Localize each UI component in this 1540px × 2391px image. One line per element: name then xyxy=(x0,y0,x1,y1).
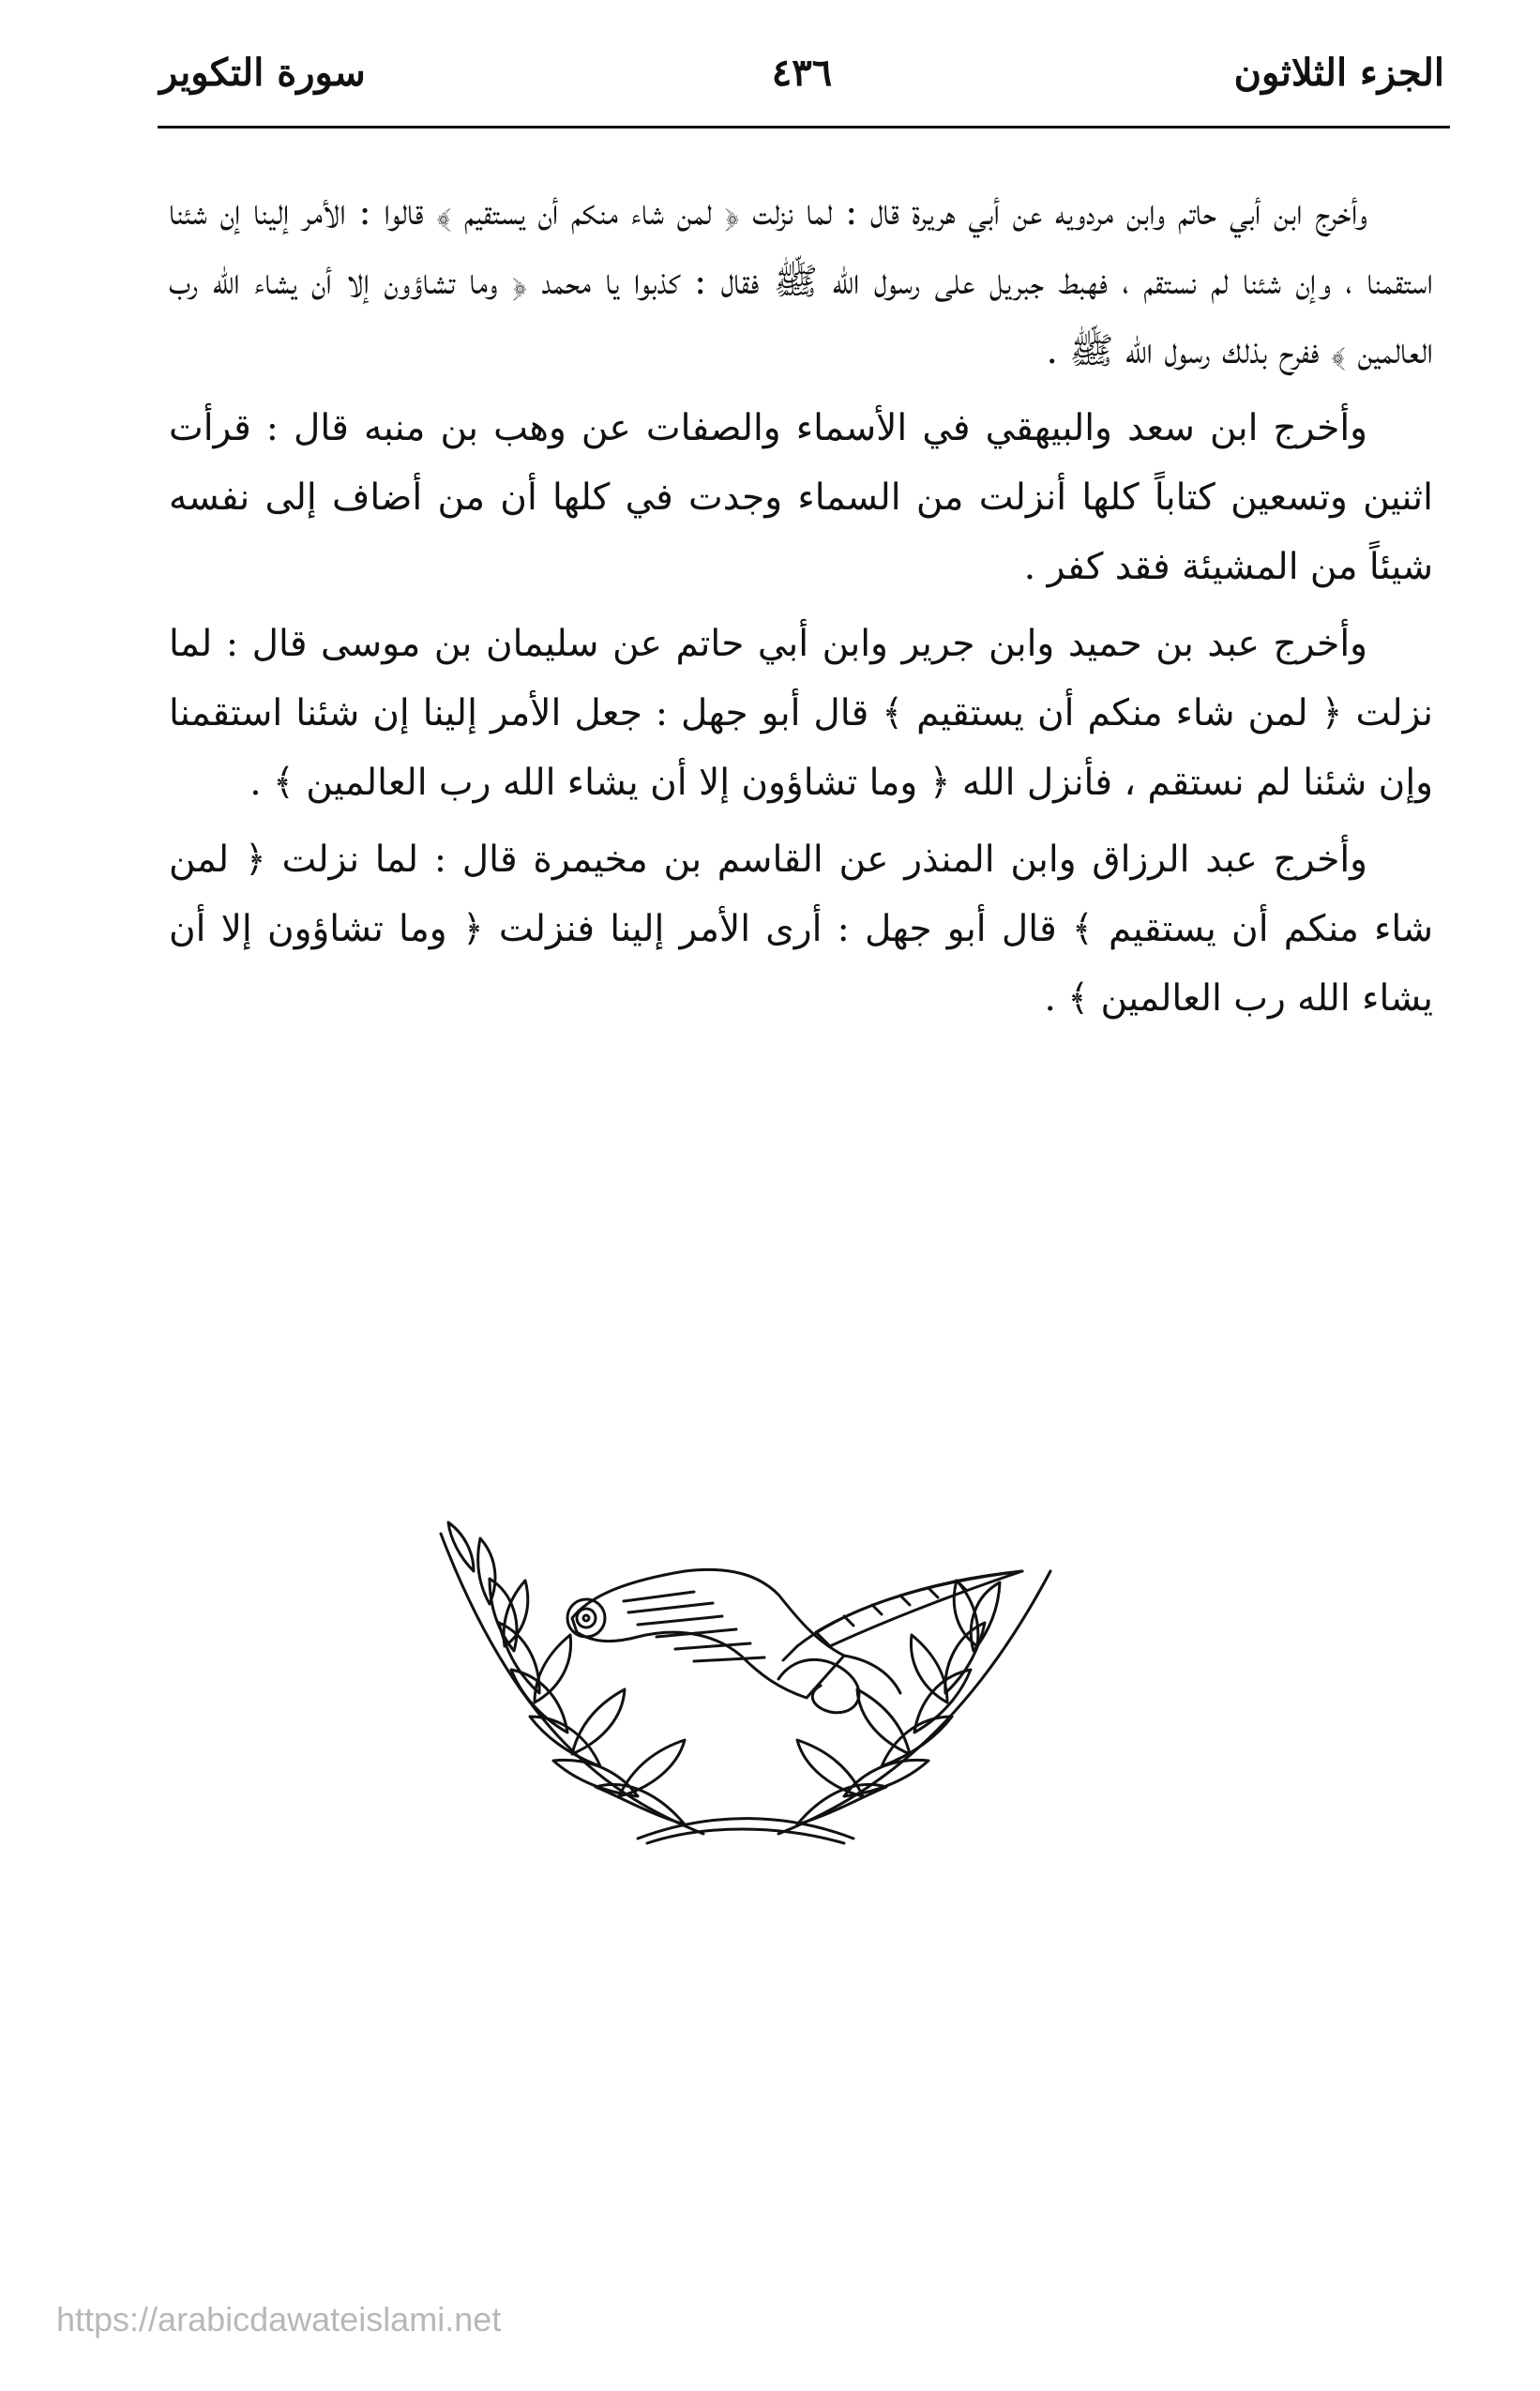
watermark-url: https://arabicdawateislami.net xyxy=(56,2300,502,2338)
page-header xyxy=(159,47,1444,122)
paragraph-1: وأخرج ابن أبي حاتم وابن مردويه عن أبي هريرة قال : لما نزلت ﴿ لمن شاء منكم أن يستقيم ﴾ قالوا : الأمر إلينا إن شئنا استقمنا ، وإن شئنا لم نستقم ، فهبط جبريل على رسول الله ﷺ فقال : كذبوا يا محمد ﴿ وما تشاؤون إلا أن يشاء الله رب العالمين ﴾ ففرح بذلك رسول الله ﷺ . xyxy=(169,191,1433,372)
main-text xyxy=(169,178,1433,1041)
paragraph-3: وأخرج عبد بن حميد وابن جرير وابن أبي حاتم عن سليمان بن موسى قال : لما نزلت ﴿ لمن شاء منكم أن يستقيم ﴾ قال أبو جهل : جعل الأمر إلينا إن شئنا استقمنا وإن شئنا لم نستقم ، فأنزل الله ﴿ وما تشاؤون إلا أن يشاء الله رب العالمين ﴾ . xyxy=(169,623,1433,804)
paragraph-2: وأخرج ابن سعد والبيهقي في الأسماء والصفات عن وهب بن منبه قال : قرأت اثنين وتسعين كتاباً كلها أنزلت من السماء وجدت في كلها أن من أضاف إلى نفسه شيئاً من المشيئة فقد كفر . xyxy=(169,407,1433,588)
surah-label: سورة التكوير xyxy=(159,51,366,95)
scroll-quill-laurel-icon xyxy=(403,1515,1079,1853)
paragraph-4: وأخرج عبد الرزاق وابن المنذر عن القاسم بن مخيمرة قال : لما نزلت ﴿ لمن شاء منكم أن يستقيم ﴾ قال أبو جهل : أرى الأمر إلينا فنزلت ﴿ وما تشاؤون إلا أن يشاء الله رب العالمين ﴾ . xyxy=(169,839,1433,1020)
part-label: الجزء الثلاثون xyxy=(1233,51,1444,95)
page-number: ٤٣٦ xyxy=(771,51,833,95)
header-divider xyxy=(158,126,1450,129)
